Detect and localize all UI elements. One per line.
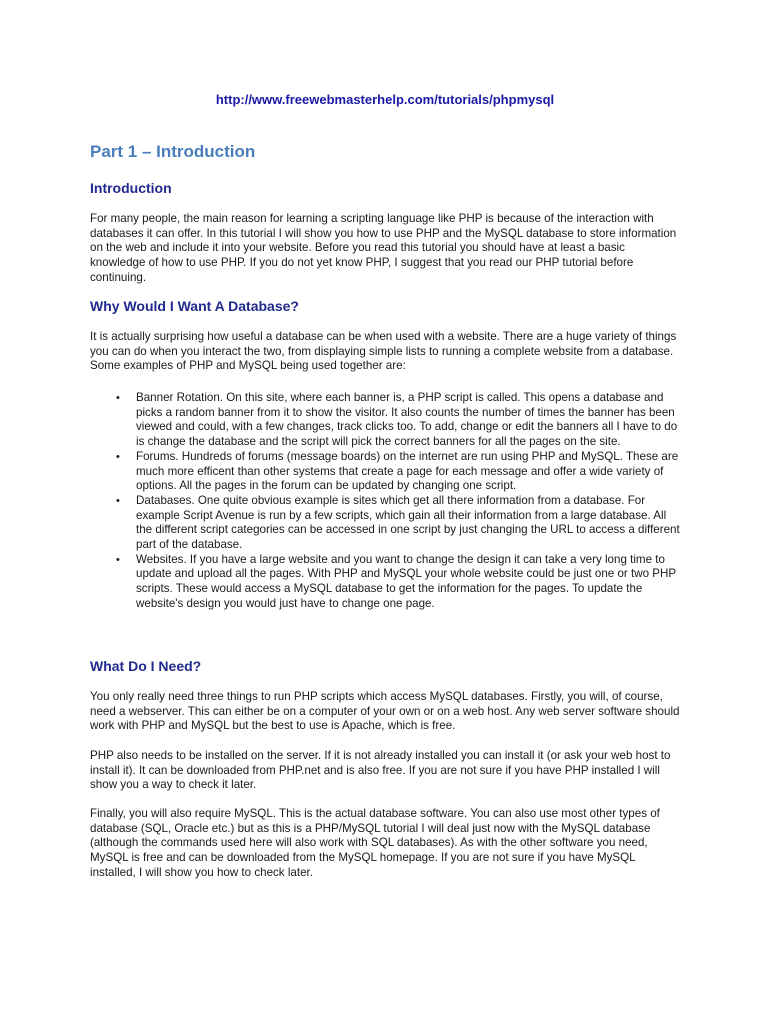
bullet-icon: • — [116, 392, 120, 404]
paragraph-requirements-webserver: You only really need three things to run PHP scripts which access MySQL databases. Firstly, you will, of course, need a webserver. This can either be on a computer of your own or on a web host. Any web server software should work with PHP and MySQL but the best to use is Apache, which is free. — [90, 690, 680, 733]
heading-what-do-i-need: What Do I Need? — [90, 658, 202, 674]
database-examples-list — [90, 391, 680, 612]
list-item-forums — [90, 450, 680, 494]
tutorial-url-link[interactable]: http://www.freewebmasterhelp.com/tutorials/phpmysql — [215, 92, 555, 107]
list-item-databases — [90, 494, 680, 553]
bullet-icon: • — [116, 494, 120, 507]
heading-why-database: Why Would I Want A Database? — [90, 298, 299, 314]
paragraph-introduction: For many people, the main reason for learning a scripting language like PHP is because of the interaction with databases it can offer. In this tutorial I will show you how to use PHP and the MySQL database to store information on the web and include it into your website. Before you read this tutorial you should have at least a basic knowledge of how to use PHP. If you do not yet know PHP, I suggest that you read our PHP tutorial before continuing. — [90, 212, 677, 284]
heading-introduction: Introduction — [90, 180, 172, 196]
list-item-text: Websites. If you have a large website and you want to change the design it can take a very long time to update and upload all the pages. With PHP and MySQL your whole website could be just one or two PHP scripts. These would access a MySQL database to get the information for the pages. To update the website's design you would just have to change one page. — [136, 552, 676, 610]
list-item-banner-rotation — [90, 391, 680, 450]
list-item-text: Forums. Hundreds of forums (message boards) on the internet are run using PHP and MySQL. These are much more efficent than other systems that create a page for each message and offer a wide variety of options. All the pages in the forum can be updated by changing one script. — [136, 449, 679, 493]
bullet-icon: • — [116, 553, 120, 566]
list-item-text: Databases. One quite obvious example is sites which get all there information from a database. For example Script Avenue is run by a few scripts, which gain all their information from a large database. All the different script categories can be accessed in one script by just changing the URL to access a different part of the database. — [136, 493, 680, 552]
list-item-websites — [90, 553, 680, 612]
paragraph-requirements-php: PHP also needs to be installed on the server. If it is not already installed you can install it (or ask your web host to install it). It can be downloaded from PHP.net and is also free. If you are not sure if you have PHP installed I will show you a way to check it later. — [90, 749, 671, 792]
bullet-icon: • — [116, 450, 120, 463]
list-item-text: Banner Rotation. On this site, where each banner is, a PHP script is called. This opens a database and picks a random banner from it to show the visitor. It also counts the number of times the banner has been viewed and could, with a few changes, track clicks too. To add, change or edit the banners all I have to do is change the database and the script will pick the correct banners for all the pages on the site. — [136, 391, 678, 449]
paragraph-requirements-mysql: Finally, you will also require MySQL. This is the actual database software. You can also use most other types of database (SQL, Oracle etc.) but as this is a PHP/MySQL tutorial I will deal just now with the MySQL database (although the commands used here will also work with SQL databases). As with the other software you need, MySQL is free and can be downloaded from the MySQL homepage. If you are not sure if you have MySQL installed, I will show you how to check later. — [90, 807, 660, 879]
paragraph-why-database: It is actually surprising how useful a database can be when used with a website. There are a huge variety of things you can do when you interact the two, from displaying simple lists to running a complete website from a database. Some examples of PHP and MySQL being used together are: — [90, 330, 677, 373]
part-title: Part 1 – Introduction — [90, 142, 256, 161]
